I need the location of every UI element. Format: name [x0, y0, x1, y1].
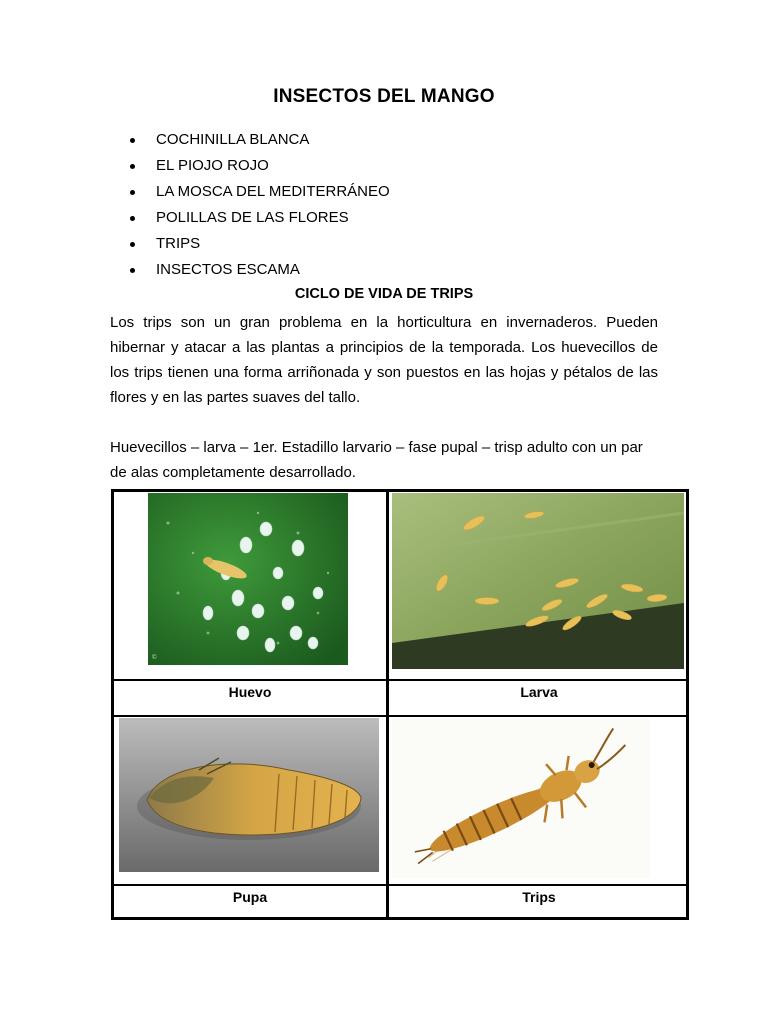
- list-item-text: INSECTOS ESCAMA: [156, 261, 300, 278]
- list-item: [110, 153, 390, 179]
- bullet-icon: [130, 138, 135, 143]
- bullet-icon: [130, 242, 135, 247]
- life-cycle-table: [111, 489, 689, 920]
- table-divider: [114, 715, 686, 717]
- bullet-icon: [130, 190, 135, 195]
- stage-label-trips: Trips: [522, 889, 556, 905]
- stage-label-pupa: Pupa: [232, 889, 268, 905]
- list-item: [110, 205, 390, 231]
- list-item: [110, 127, 390, 153]
- stage-label-huevo: Huevo: [228, 684, 272, 700]
- paragraph-intro: Los trips son un gran problema en la horticultura en invernaderos. Pueden hibernar y atacar a las plantas a principios de la temporada. Los huevecillos de los trips tienen una forma arriñonada y son puestos en las hojas y pétalos de las flores y en las partes suaves del tallo.: [110, 314, 658, 406]
- bullet-icon: [130, 216, 135, 221]
- svg-text:©: ©: [152, 655, 157, 661]
- bullet-icon: [130, 164, 135, 169]
- table-divider: [386, 492, 389, 917]
- bullet-icon: [130, 268, 135, 273]
- list-item: [110, 179, 390, 205]
- list-item-text: COCHINILLA BLANCA: [156, 131, 310, 148]
- table-divider: [114, 884, 686, 886]
- list-item-text: POLILLAS DE LAS FLORES: [156, 209, 349, 226]
- page-title: INSECTOS DEL MANGO: [273, 86, 495, 107]
- list-item: [110, 231, 390, 257]
- insect-list: [110, 127, 390, 283]
- thrips-egg-photo: [148, 493, 348, 665]
- adult-thrips-photo: [392, 718, 650, 878]
- thrips-larva-photo: [392, 493, 684, 669]
- list-item: [110, 257, 390, 283]
- stage-label-larva: Larva: [520, 684, 558, 700]
- list-item-text: TRIPS: [156, 235, 201, 252]
- section-heading: CICLO DE VIDA DE TRIPS: [294, 286, 474, 302]
- paragraph-stages: Huevecillos – larva – 1er. Estadillo larvario – fase pupal – trisp adulto con un par de alas completamente desarrollado.: [110, 439, 643, 481]
- thrips-pupa-photo: [119, 718, 379, 872]
- list-item-text: EL PIOJO ROJO: [156, 157, 269, 174]
- table-divider: [114, 679, 686, 681]
- list-item-text: LA MOSCA DEL MEDITERRÁNEO: [156, 183, 390, 200]
